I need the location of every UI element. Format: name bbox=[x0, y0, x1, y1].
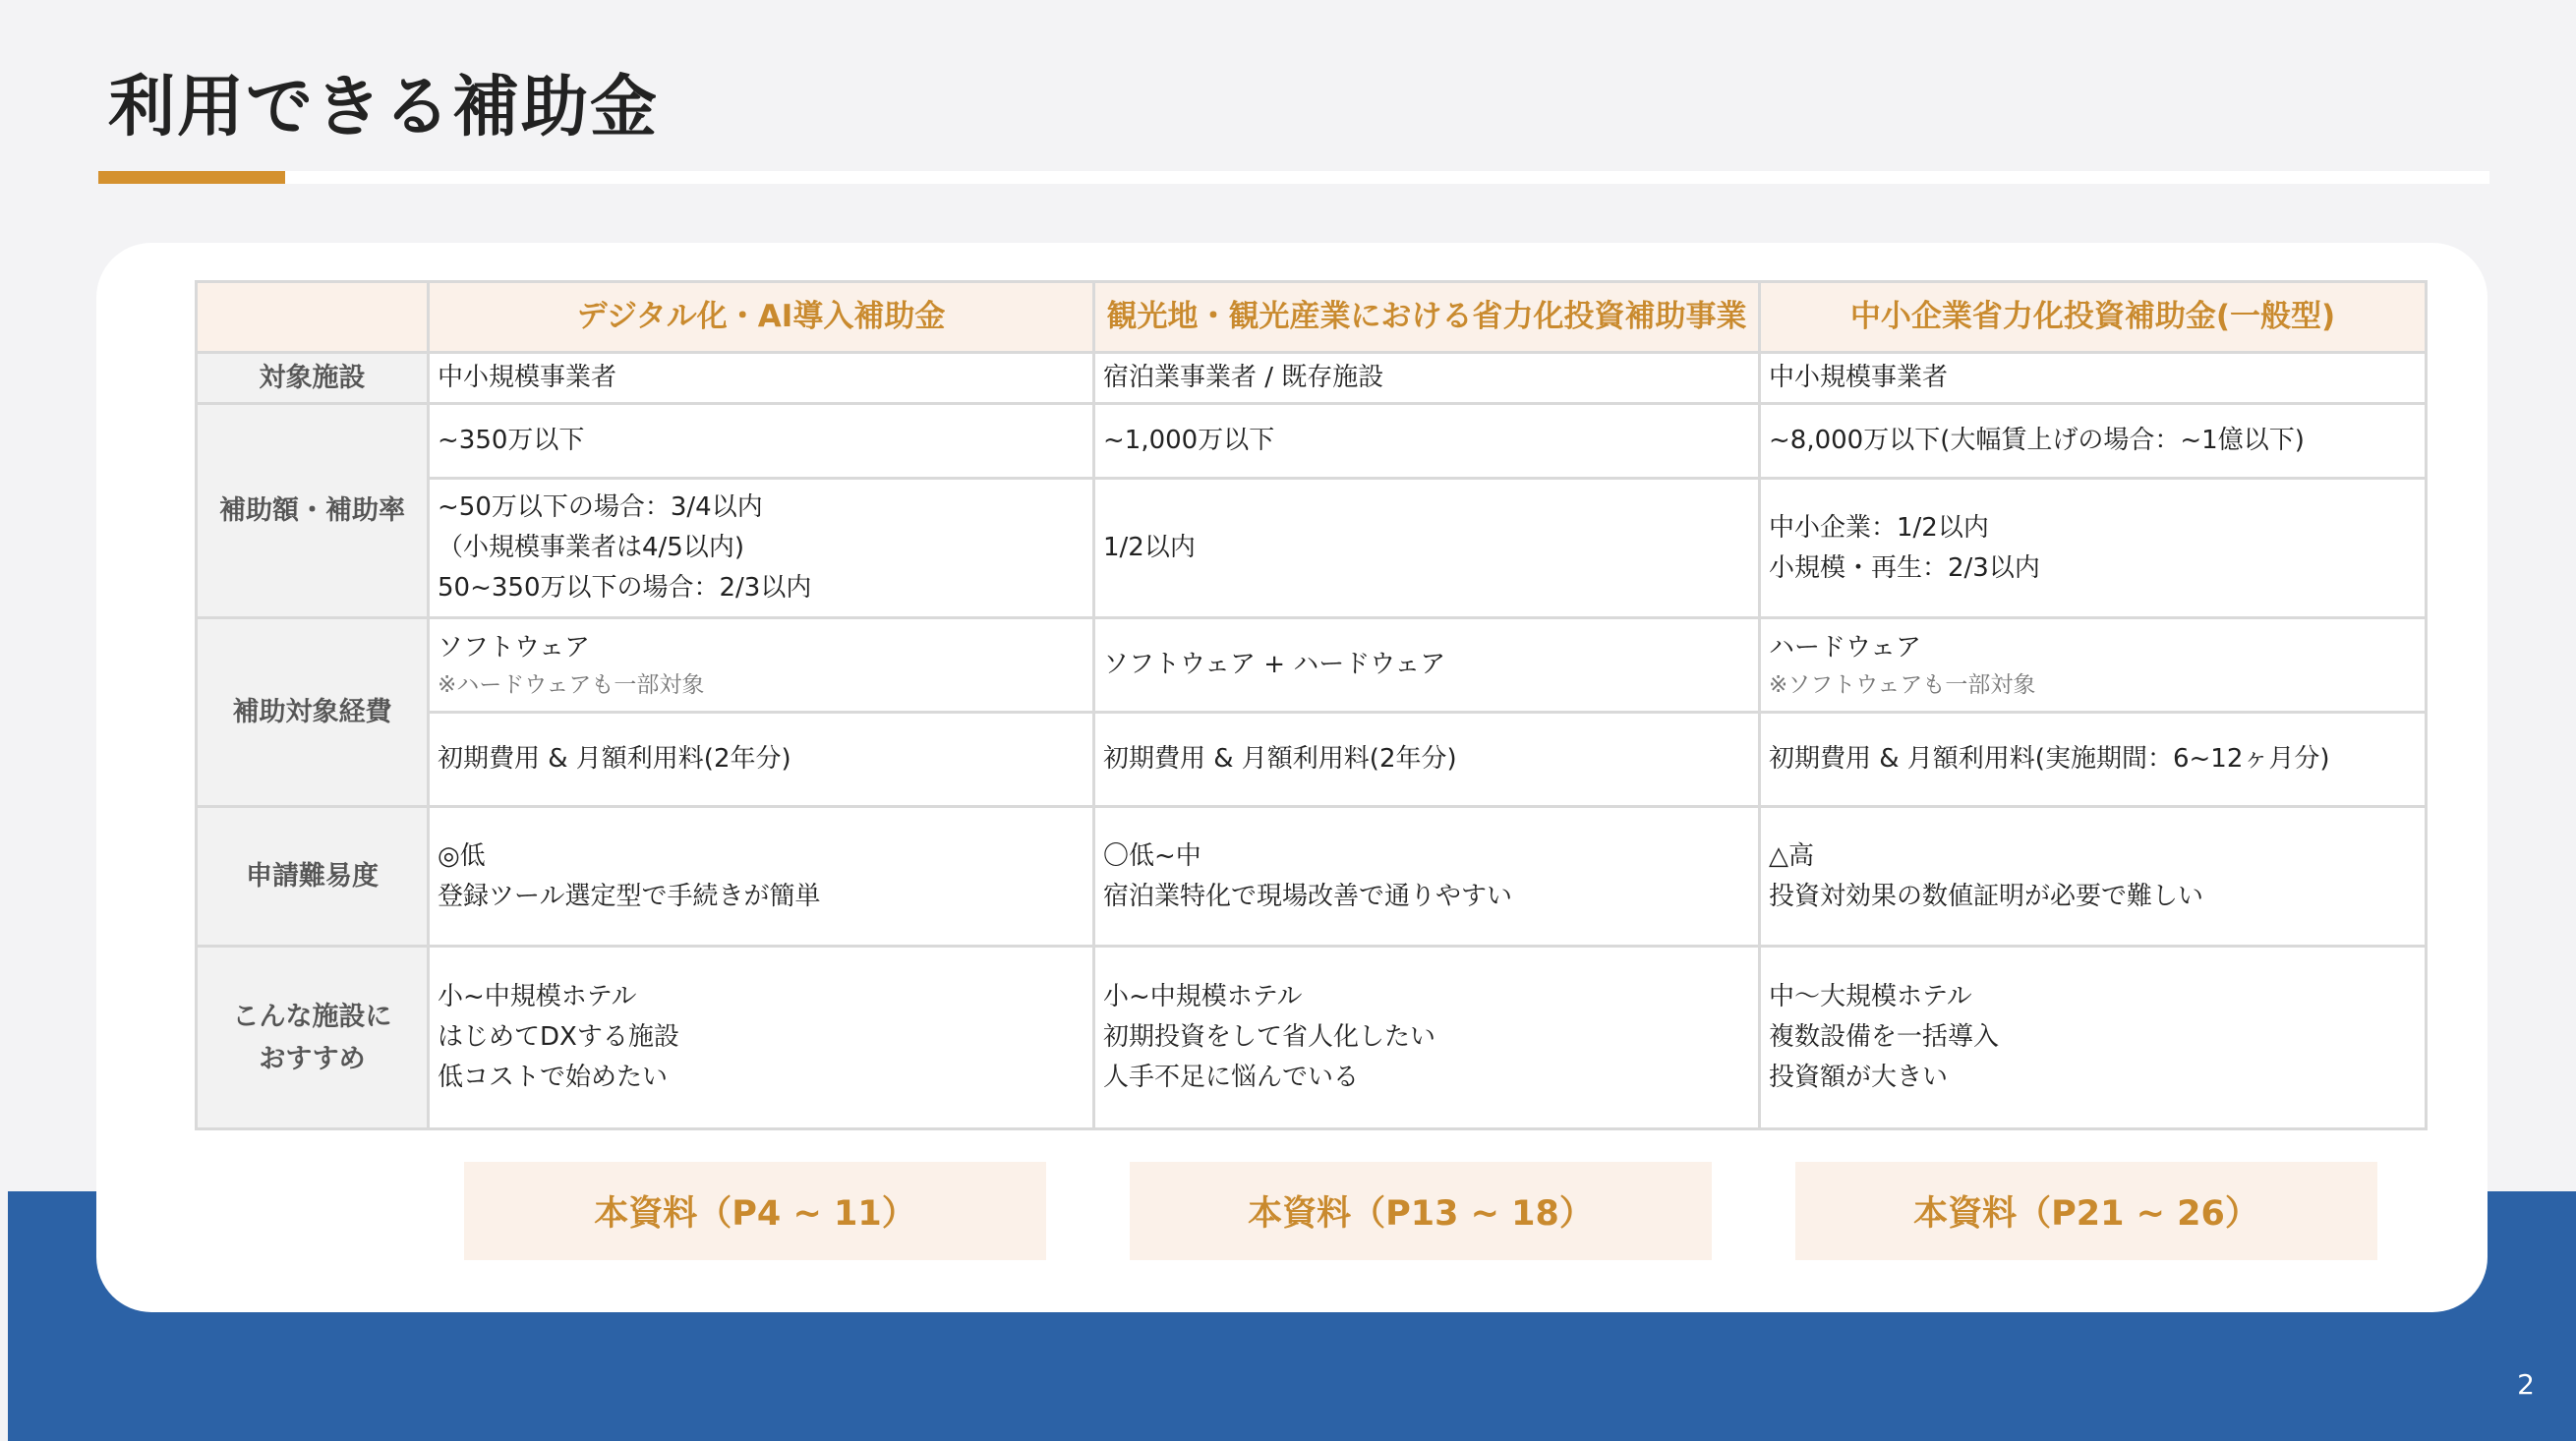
cell-line: 人手不足に悩んでいる bbox=[1103, 1063, 1360, 1092]
title-divider-accent bbox=[98, 171, 285, 184]
row-header-recommend bbox=[197, 947, 429, 1129]
cell-line: 中小企業：1/2以内 bbox=[1769, 512, 1989, 543]
table-row bbox=[197, 404, 2427, 479]
reference-button-digital-ai[interactable]: 本資料（P4 ~ 11） bbox=[464, 1162, 1046, 1260]
subsidy-comparison-table bbox=[195, 280, 2428, 1130]
cell-line: 50~350万以下の場合：2/3以内 bbox=[438, 573, 812, 603]
table-cell bbox=[1094, 807, 1760, 947]
table-cell bbox=[1760, 947, 2427, 1129]
cell-line: 〇低~中 bbox=[1103, 840, 1201, 871]
row-header-line: おすすめ bbox=[259, 1043, 366, 1074]
cell-line: △高 bbox=[1769, 840, 1814, 871]
table-cell: ~1,000万以下 bbox=[1094, 404, 1760, 479]
cell-line: 小~中規模ホテル bbox=[1103, 982, 1303, 1011]
table-row bbox=[197, 713, 2427, 807]
cell-note: ※ハードウェアも一部対象 bbox=[438, 672, 705, 698]
page-number: 2 bbox=[2517, 1368, 2535, 1401]
cell-line: 複数設備を一括導入 bbox=[1769, 1022, 2000, 1052]
row-header-amount: 補助額・補助率 bbox=[197, 404, 429, 618]
row-header-difficulty: 申請難易度 bbox=[197, 807, 429, 947]
table-cell: ~8,000万以下(大幅賃上げの場合：~1億以下) bbox=[1760, 404, 2427, 479]
cell-line: 宿泊業特化で現場改善で通りやすい bbox=[1103, 881, 1513, 911]
column-header-digital-ai: デジタル化・AI導入補助金 bbox=[429, 282, 1094, 353]
table-cell bbox=[1760, 807, 2427, 947]
page-title: 利用できる補助金 bbox=[108, 69, 660, 146]
table-row bbox=[197, 353, 2427, 404]
cell-line: 小規模・再生：2/3以内 bbox=[1769, 552, 2040, 583]
table-cell bbox=[1760, 479, 2427, 618]
table-row bbox=[197, 618, 2427, 713]
cell-line: 初期投資をして省人化したい bbox=[1103, 1022, 1436, 1052]
row-header-target: 対象施設 bbox=[197, 353, 429, 404]
table-cell bbox=[429, 947, 1094, 1129]
cell-line: 中〜大規模ホテル bbox=[1769, 982, 1972, 1011]
cell-line: 低コストで始めたい bbox=[438, 1063, 669, 1092]
table-cell: 初期費用 & 月額利用料(2年分) bbox=[1094, 713, 1760, 807]
title-divider bbox=[98, 171, 2489, 184]
table-cell: ~350万以下 bbox=[429, 404, 1094, 479]
cell-line: （小規模事業者は4/5以内) bbox=[438, 533, 744, 562]
reference-button-sme-labor-saving[interactable]: 本資料（P21 ~ 26） bbox=[1795, 1162, 2377, 1260]
column-header-tourism: 観光地・観光産業における省力化投資補助事業 bbox=[1094, 282, 1760, 353]
column-header-sme-labor-saving: 中小企業省力化投資補助金(一般型) bbox=[1760, 282, 2427, 353]
table-cell: 1/2以内 bbox=[1094, 479, 1760, 618]
header-corner-cell bbox=[197, 282, 429, 353]
reference-button-tourism[interactable]: 本資料（P13 ~ 18） bbox=[1130, 1162, 1712, 1260]
table-cell bbox=[429, 618, 1094, 713]
table-cell: 宿泊業事業者 / 既存施設 bbox=[1094, 353, 1760, 404]
cell-line: ハードウェア bbox=[1769, 633, 1921, 663]
row-header-line: こんな施設に bbox=[232, 1001, 392, 1032]
table-cell bbox=[1094, 947, 1760, 1129]
cell-line: 投資額が大きい bbox=[1769, 1063, 1949, 1092]
cell-line: ◎低 bbox=[438, 840, 486, 871]
cell-line: 登録ツール選定型で手続きが簡単 bbox=[438, 881, 821, 911]
table-header-row bbox=[197, 282, 2427, 353]
cell-note: ※ソフトウェアも一部対象 bbox=[1769, 672, 2036, 698]
table-row bbox=[197, 807, 2427, 947]
table-row bbox=[197, 947, 2427, 1129]
table-cell: 初期費用 & 月額利用料(実施期間：6~12ヶ月分) bbox=[1760, 713, 2427, 807]
table-cell bbox=[429, 479, 1094, 618]
content-card bbox=[96, 243, 2488, 1312]
table-cell: 初期費用 & 月額利用料(2年分) bbox=[429, 713, 1094, 807]
table-cell: ソフトウェア + ハードウェア bbox=[1094, 618, 1760, 713]
table-row bbox=[197, 479, 2427, 618]
cell-line: ソフトウェア bbox=[438, 633, 590, 663]
table-cell: 中小規模事業者 bbox=[1760, 353, 2427, 404]
row-header-expenses: 補助対象経費 bbox=[197, 618, 429, 807]
cell-line: はじめてDXする施設 bbox=[438, 1022, 679, 1052]
cell-line: 小~中規模ホテル bbox=[438, 982, 637, 1011]
table-cell bbox=[429, 807, 1094, 947]
table-cell: 中小規模事業者 bbox=[429, 353, 1094, 404]
reference-links bbox=[464, 1162, 2383, 1260]
cell-line: 投資対効果の数値証明が必要で難しい bbox=[1769, 881, 2204, 911]
table-cell bbox=[1760, 618, 2427, 713]
cell-line: ~50万以下の場合：3/4以内 bbox=[438, 492, 763, 522]
